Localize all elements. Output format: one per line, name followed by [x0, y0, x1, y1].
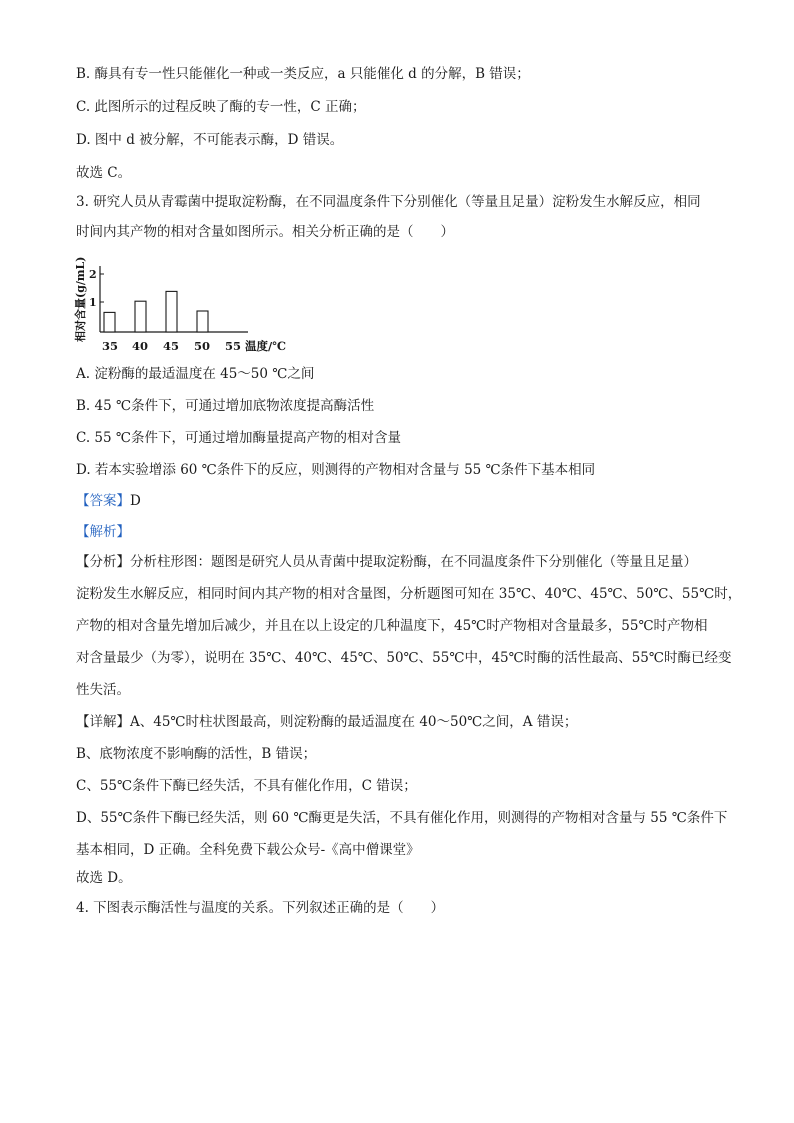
q2-option-d: D. 图中 d 被分解，不可能表示酶，D 错误。 [76, 132, 344, 148]
q3-fenxi-line3: 产物的相对含量先增加后减少，并且在以上设定的几种温度下，45℃时产物相对含量最多，55℃时产物相 [76, 618, 708, 634]
chart-bar-40 [135, 301, 146, 332]
chart-bar-35 [104, 312, 115, 332]
q3-xiangjie-b: B、底物浓度不影响酶的活性，B 错误； [76, 746, 317, 762]
q3-fenxi-line5: 性失活。 [76, 682, 130, 698]
q3-fenxi-line4: 对含量最少（为零），说明在 35℃、40℃、45℃、50℃、55℃中，45℃时酶的活性最高、55℃时酶已经变 [76, 650, 732, 666]
fenxi-tag: 【分析】 [76, 554, 130, 570]
fenxi-text-1: 分析柱形图：题图是研究人员从青菌中提取淀粉酶，在不同温度条件下分别催化（等量且足量） [130, 554, 697, 570]
q3-fenxi-line2: 淀粉发生水解反应，相同时间内其产物的相对含量图，分析题图可知在 35℃、40℃、45℃、50℃、55℃时， [76, 586, 742, 602]
xiangjie-text-a: A、45℃时柱状图最高，则淀粉酶的最适温度在 40～50℃之间，A 错误； [130, 714, 578, 730]
chart-xtick-label-50: 50 [194, 339, 211, 353]
q3-fenxi-line1 [76, 552, 697, 572]
chart-bar-50 [197, 311, 208, 332]
q2-option-b: B. 酶具有专一性只能催化一种或一类反应，a 只能催化 d 的分解，B 错误； [76, 66, 530, 82]
answer-tag: 【答案】 [76, 493, 130, 509]
q3-analysis-heading [76, 522, 130, 542]
q4-stem: 4. 下图表示酶活性与温度的关系。下列叙述正确的是（ ） [76, 900, 445, 916]
chart-xtick-label-45: 45 [163, 339, 180, 353]
analysis-tag: 【解析】 [76, 524, 130, 540]
q3-option-b: B. 45 ℃条件下，可通过增加底物浓度提高酶活性 [76, 398, 375, 414]
chart-ylabel: 相对含量(g/mL) [74, 256, 87, 342]
q2-pick: 故选 C。 [76, 165, 132, 181]
q3-stem-line1: 3. 研究人员从青霉菌中提取淀粉酶，在不同温度条件下分别催化（等量且足量）淀粉发生水解反应，相同 [76, 194, 701, 210]
q3-option-d: D. 若本实验增添 60 ℃条件下的反应，则测得的产物相对含量与 55 ℃条件下基本相同 [76, 462, 596, 478]
q3-pick: 故选 D。 [76, 870, 132, 886]
q3-answer [76, 491, 141, 511]
chart-ytick-label-2: 2 [89, 268, 97, 281]
q3-option-a: A. 淀粉酶的最适温度在 45～50 ℃之间 [76, 366, 315, 382]
q2-option-c: C. 此图所示的过程反映了酶的专一性，C 正确； [76, 99, 366, 115]
xiangjie-tag: 【详解】 [76, 714, 130, 730]
q3-xiangjie-d2: 基本相同，D 正确。全科免费下载公众号-《高中僧课堂》 [76, 842, 420, 858]
q3-option-c: C. 55 ℃条件下，可通过增加酶量提高产物的相对含量 [76, 430, 402, 446]
chart-bar-45 [166, 291, 177, 332]
chart-ytick-label-1: 1 [89, 296, 97, 309]
q3-xiangjie-c: C、55℃条件下酶已经失活，不具有催化作用，C 错误； [76, 778, 417, 794]
chart-xtick-label-35: 35 [102, 339, 119, 353]
enzyme-bar-chart [70, 252, 300, 362]
q3-xiangjie-d1: D、55℃条件下酶已经失活，则 60 ℃酶更是失活，不具有催化作用，则测得的产物相对含量与 55 ℃条件下 [76, 810, 728, 826]
chart-xtick-label-55: 55 [225, 339, 242, 353]
q3-xiangjie-a [76, 712, 577, 732]
chart-xtick-label-40: 40 [132, 339, 149, 353]
q3-stem-line2: 时间内其产物的相对含量如图所示。相关分析正确的是（ ） [76, 224, 454, 240]
chart-xlabel: 温度/℃ [245, 339, 286, 353]
answer-value: D [130, 493, 141, 509]
